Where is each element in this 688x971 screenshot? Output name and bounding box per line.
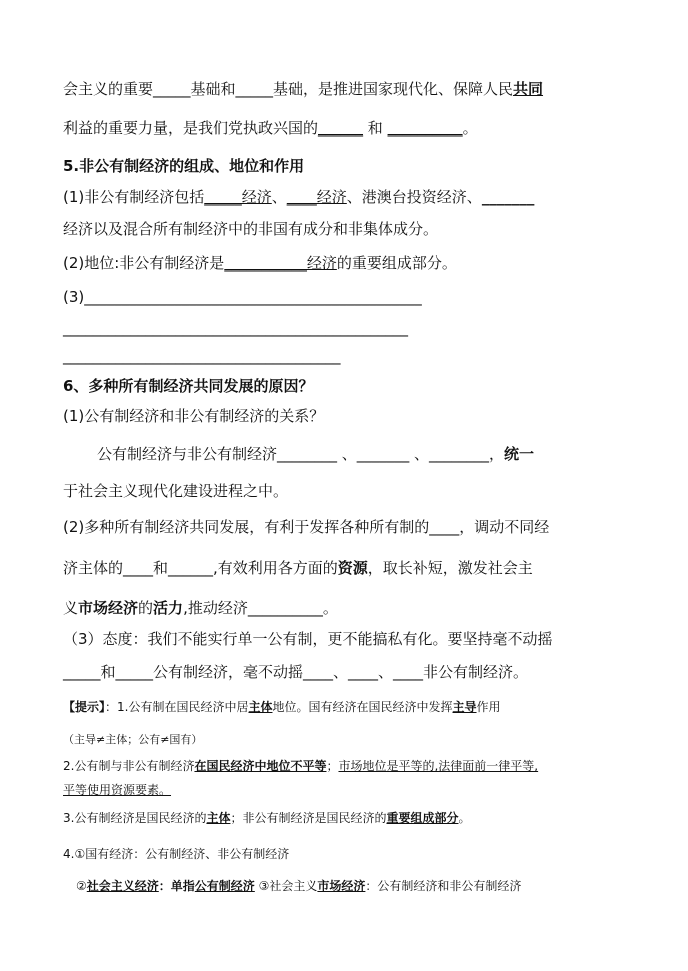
text-segment: 【提示】 xyxy=(63,700,106,714)
text-segment: 社会主义经济 xyxy=(86,879,159,893)
text-segment: _____经济 xyxy=(204,188,272,206)
text-line-5 xyxy=(63,218,628,240)
text-segment: 经济以及混合所有制经济中的非国有成分和非集体成分。 xyxy=(63,220,439,238)
text-segment: 5.非公有制经济的组成、地位和作用 xyxy=(63,157,305,175)
text-line-1 xyxy=(63,78,628,100)
tip-line-6 xyxy=(63,843,628,865)
text-segment: 平等使用资源要素。 xyxy=(63,783,172,797)
text-segment: 地位。国有经济在国民经济中发挥 xyxy=(272,700,453,714)
text-line-16 xyxy=(63,597,628,619)
text-segment: ：公有制经济和非公有制经济 xyxy=(365,879,522,893)
section-heading-5 xyxy=(63,155,628,177)
text-segment: 6、多种所有制经济共同发展的原因？ xyxy=(63,377,314,395)
text-line-9 xyxy=(63,345,628,367)
text-segment: ：1.公有制在国民经济中居 xyxy=(105,700,249,714)
text-segment: 会主义的重要_____基础和_____基础，是推进国家现代化、保障人民 xyxy=(63,80,514,98)
text-segment: ③社会主义 xyxy=(254,879,318,893)
text-segment: __________ xyxy=(387,119,463,137)
tip-line-3 xyxy=(63,755,628,777)
text-line-8 xyxy=(63,317,628,339)
text-segment: (2)多种所有制经济共同发展，有利于发挥各种所有制的____，调动不同经 xyxy=(63,518,550,536)
text-segment: ，取长补短，激发社会主 xyxy=(367,559,533,577)
text-segment: 市场地位是平等的,法律面前一律平等, xyxy=(338,759,539,773)
text-segment: 利益的重要力量，是我们党执政兴国的 xyxy=(63,119,319,137)
text-segment: 公有制经济 xyxy=(194,879,255,893)
text-segment: 在国民经济中地位不平等 xyxy=(194,759,327,773)
text-segment: 活力 xyxy=(153,599,184,617)
text-segment: 的重要组成部分。 xyxy=(336,254,457,272)
text-segment: 4.①国有经济：公有制经济、非公有制经济 xyxy=(63,847,290,861)
text-segment: 市场经济 xyxy=(317,879,366,893)
text-segment: 统一 xyxy=(504,445,535,463)
text-segment: _____________________________________ xyxy=(63,347,341,365)
text-segment: 共同 xyxy=(513,80,544,98)
text-segment: ______________________________________________ xyxy=(63,319,408,337)
text-segment: 市场经济 xyxy=(78,599,139,617)
text-segment: (3)_____________________________________________ xyxy=(63,288,422,306)
text-segment: (1)非公有制经济包括 xyxy=(63,188,205,206)
text-segment: 重要组成部分 xyxy=(386,811,459,825)
text-segment: _____和_____公有制经济，毫不动摇____、____、____非公有制经济。 xyxy=(63,663,529,681)
tip-line-7 xyxy=(76,875,628,897)
text-segment: ,推动经济__________。 xyxy=(183,599,338,617)
text-segment: （主导≠主体；公有≠国有） xyxy=(63,733,203,746)
text-segment: ___________经济 xyxy=(224,254,337,272)
text-line-18 xyxy=(63,661,628,683)
text-line-2 xyxy=(63,117,628,139)
text-segment: ：单指 xyxy=(158,879,195,893)
tip-line-5 xyxy=(63,807,628,829)
text-segment: 义 xyxy=(63,599,79,617)
text-line-17 xyxy=(63,628,628,650)
text-line-11 xyxy=(63,405,628,427)
text-segment: 主体 xyxy=(248,700,273,714)
text-segment: 3.公有制经济是国民经济的 xyxy=(63,811,207,825)
text-segment: 、港澳台投资经济、 xyxy=(346,188,482,206)
text-segment: 作用 xyxy=(476,700,501,714)
text-segment: 和 xyxy=(363,119,388,137)
text-segment: ______ xyxy=(318,119,364,137)
section-heading-6 xyxy=(63,375,628,397)
text-segment: (1)公有制经济和非公有制经济的关系？ xyxy=(63,407,325,425)
text-segment: ② xyxy=(76,879,87,893)
tip-line-2 xyxy=(63,729,628,751)
text-segment: 2.公有制与非公有制经济 xyxy=(63,759,195,773)
text-segment: ；非公有制经济是国民经济的 xyxy=(230,811,387,825)
text-segment: _______ xyxy=(481,188,535,206)
text-segment: （3）态度：我们不能实行单一公有制，更不能搞私有化。要坚持毫不动摇 xyxy=(63,630,553,648)
text-segment: 。 xyxy=(462,119,478,137)
text-segment: 于社会主义现代化建设进程之中。 xyxy=(63,482,289,500)
text-line-13 xyxy=(63,480,628,502)
tip-line-1 xyxy=(63,696,628,718)
text-line-6 xyxy=(63,252,628,274)
text-line-15 xyxy=(63,557,628,579)
text-segment: 济主体的____和______,有效利用各方面的 xyxy=(63,559,338,577)
text-segment: 的 xyxy=(138,599,154,617)
text-segment: ____经济 xyxy=(286,188,347,206)
text-line-4 xyxy=(63,186,628,208)
text-segment: 公有制经济与非公有制经济________ 、_______ 、________， xyxy=(97,445,505,463)
tip-line-4 xyxy=(63,779,628,801)
text-segment: 主体 xyxy=(206,811,231,825)
text-segment: 。 xyxy=(458,811,471,825)
text-line-7 xyxy=(63,286,628,308)
text-line-14 xyxy=(63,516,628,538)
text-segment: 主导 xyxy=(452,700,477,714)
text-segment: 、 xyxy=(271,188,287,206)
text-segment: ； xyxy=(326,759,339,773)
text-segment: (2)地位:非公有制经济是 xyxy=(63,254,225,272)
text-segment: 资源 xyxy=(337,559,368,577)
text-line-12 xyxy=(97,443,628,465)
